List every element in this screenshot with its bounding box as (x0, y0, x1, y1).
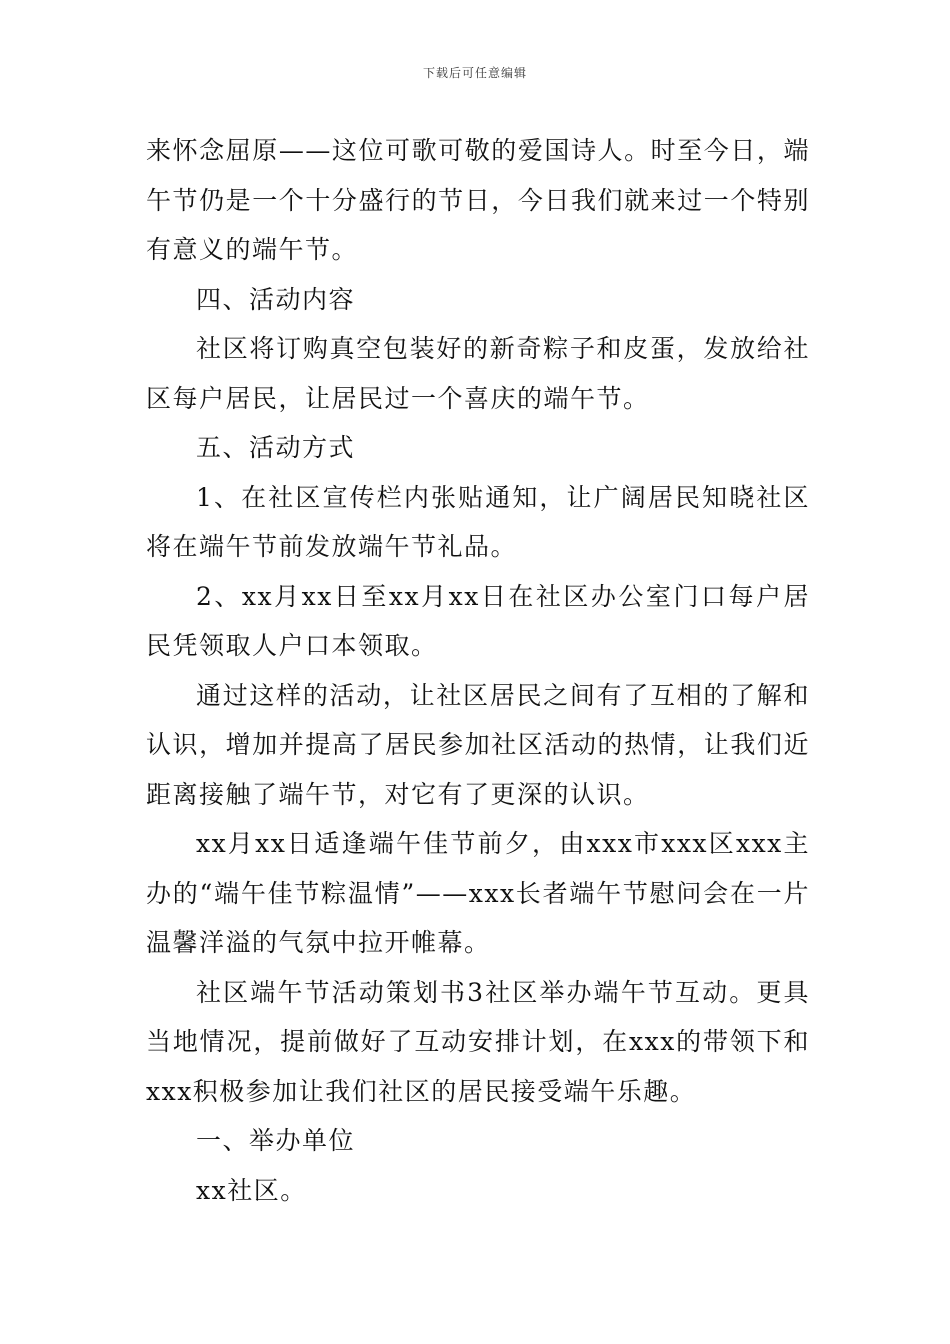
list-item-1: 1、在社区宣传栏内张贴通知，让广阔居民知晓社区将在端午节前发放端午节礼品。 (146, 482, 810, 561)
document-body (146, 126, 810, 1215)
section-heading-activity-method: 五、活动方式 (196, 433, 356, 462)
paragraph-2: 社区将订购真空包装好的新奇粽子和皮蛋，发放给社区每户居民，让居民过一个喜庆的端午节。 (146, 334, 810, 413)
header-note: 下载后可任意编辑 (422, 66, 527, 80)
section-heading-activity-content: 四、活动内容 (196, 284, 356, 314)
section-heading-organizer: 一、举办单位 (196, 1126, 356, 1155)
paragraph-6: xx社区。 (196, 1175, 307, 1205)
paragraph-3: 通过这样的活动，让社区居民之间有了互相的了解和认识，增加并提高了居民参加社区活动的热情，让我们近距离接触了端午节，对它有了更深的认识。 (146, 680, 810, 809)
list-item-2: 2、xx月xx日至xx月xx日在社区办公室门口每户居民凭领取人户口本领取。 (146, 581, 810, 660)
paragraph-5: 社区端午节活动策划书3社区举办端午节互动。更具当地情况，提前做好了互动安排计划，在xxx的带领下和xxx积极参加让我们社区的居民接受端午乐趣。 (146, 977, 810, 1106)
paragraph-1: 来怀念屈原——这位可歌可敬的爱国诗人。时至今日，端午节仍是一个十分盛行的节日，今日我们就来过一个特别有意义的端午节。 (146, 136, 810, 264)
paragraph-4: xx月xx日适逢端午佳节前夕，由xxx市xxx区xxx主办的“端午佳节粽温情”——xxx长者端午节慰问会在一片温馨洋溢的气氛中拉开帷幕。 (146, 829, 810, 957)
